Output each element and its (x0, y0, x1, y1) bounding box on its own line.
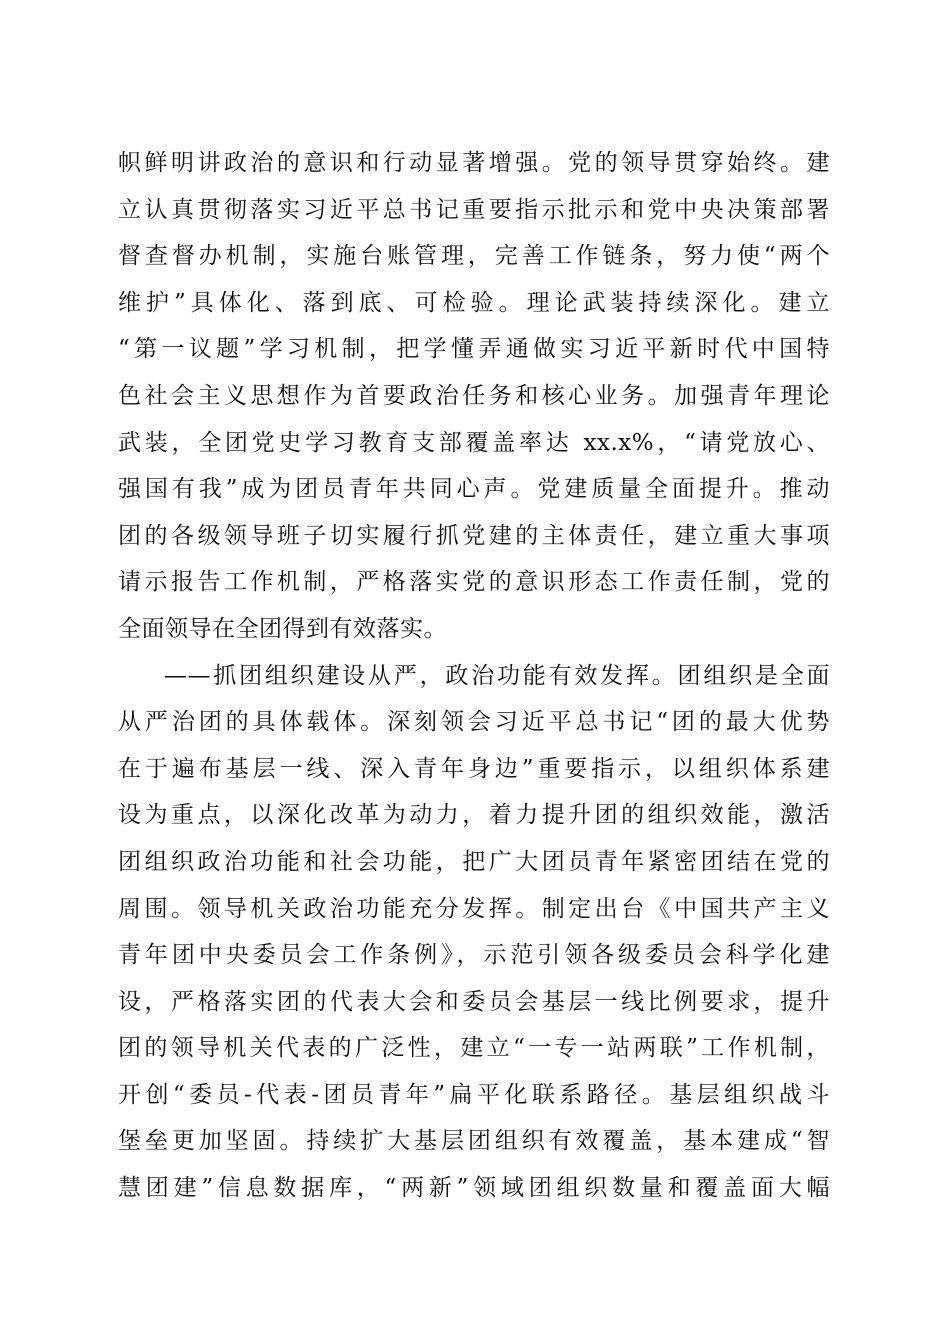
text-line: 团的领导机关代表的广泛性，建立“一专一站两联”工作机制， (118, 1035, 830, 1062)
paragraph-end-line: 全面领导在全团得到有效落实。 (118, 615, 447, 642)
text-line: 请示报告工作机制，严格落实党的意识形态工作责任制，党的 (118, 569, 830, 596)
paragraph-start-line: ——抓团组织建设从严，政治功能有效发挥。团组织是全面 (164, 662, 830, 689)
text-line: 立认真贯彻落实习近平总书记重要指示批示和党中央决策部署 (118, 196, 830, 223)
text-line: 武装，全团党史学习教育支部覆盖率达 xx.x%，“请党放心、 (118, 429, 830, 456)
text-line: 青年团中央委员会工作条例》，示范引领各级委员会科学化建 (118, 942, 830, 969)
text-line: 设为重点，以深化改革为动力，着力提升团的组织效能，激活 (118, 802, 830, 829)
text-line: 帜鲜明讲政治的意识和行动显著增强。党的领导贯穿始终。建 (118, 150, 830, 176)
text-line: 团组织政治功能和社会功能，把广大团员青年紧密团结在党的 (118, 848, 830, 875)
text-line: 堡垒更加坚固。持续扩大基层团组织有效覆盖，基本建成“智 (118, 1128, 830, 1155)
text-line: 强国有我”成为团员青年共同心声。党建质量全面提升。推动 (118, 476, 830, 503)
text-line: 督查督办机制，实施台账管理，完善工作链条，努力使“两个 (118, 243, 830, 270)
text-line: 设，严格落实团的代表大会和委员会基层一线比例要求，提升 (118, 988, 830, 1015)
text-line: “第一议题”学习机制，把学懂弄通做实习近平新时代中国特 (118, 336, 830, 363)
text-line: 维护”具体化、落到底、可检验。理论武装持续深化。建立 (118, 289, 830, 316)
text-line: 在于遍布基层一线、深入青年身边”重要指示，以组织体系建 (118, 755, 830, 782)
text-line: 团的各级领导班子切实履行抓党建的主体责任，建立重大事项 (118, 522, 830, 549)
text-line: 色社会主义思想作为首要政治任务和核心业务。加强青年理论 (118, 382, 830, 409)
text-line: 周围。领导机关政治功能充分发挥。制定出台《中国共产主义 (118, 895, 830, 922)
body-text (118, 140, 830, 1212)
text-line: 开创“委员-代表-团员青年”扁平化联系路径。基层组织战斗 (118, 1081, 830, 1108)
text-line: 从严治团的具体载体。深刻领会习近平总书记“团的最大优势 (118, 709, 830, 736)
text-line: 慧团建”信息数据库，“两新”领域团组织数量和覆盖面大幅 (118, 1175, 830, 1202)
